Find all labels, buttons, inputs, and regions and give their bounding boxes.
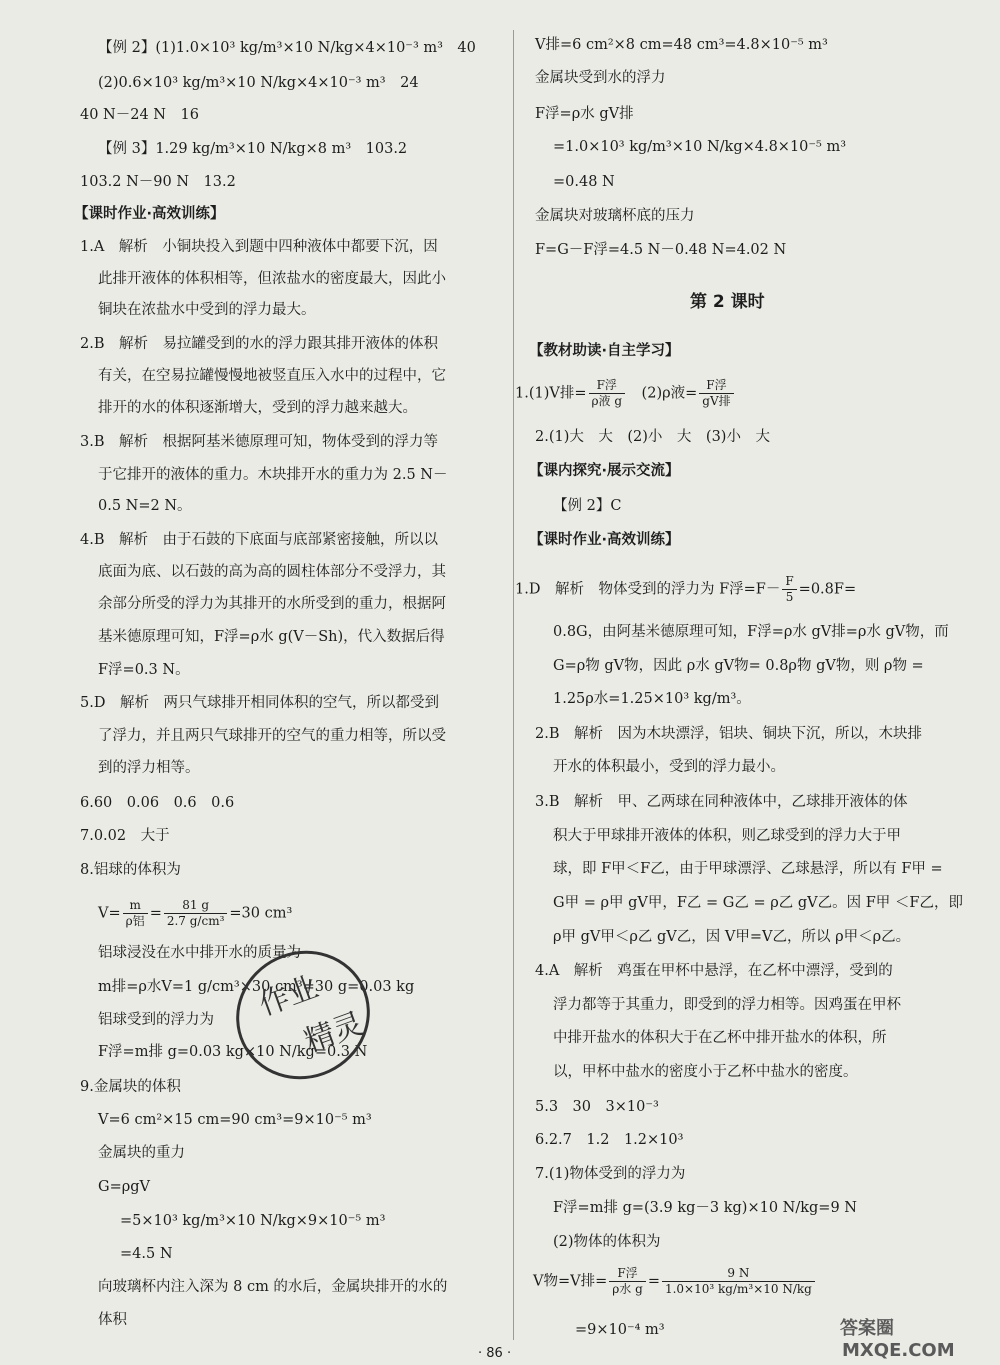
left-line: 于它排开的液体的重力。木块排开水的重力为 2.5 N－: [98, 467, 448, 483]
right-line: F=G－F浮=4.5 N－0.48 N=4.02 N: [535, 242, 787, 258]
right-line: G=ρ物 gV物，因此 ρ水 gV物= 0.8ρ物 gV物，则 ρ物 =: [553, 658, 924, 674]
left-line: 40 N－24 N 16: [80, 107, 199, 123]
left-line: =5×10³ kg/m³×10 N/kg×9×10⁻⁵ m³: [120, 1213, 386, 1229]
left-line: 5.D 解析 两只气球排开相同体积的空气，所以都受到: [80, 695, 439, 711]
right-line: 积大于甲球排开液体的体积，则乙球受到的浮力大于甲: [553, 828, 901, 844]
left-line: m排=ρ水V=1 g/cm³×30 cm³=30 g=0.03 kg: [98, 979, 415, 995]
left-line: (2)0.6×10³ kg/m³×10 N/kg×4×10⁻³ m³ 24: [98, 75, 419, 91]
left-line: 7.0.02 大于: [80, 828, 170, 844]
left-line: 了浮力，并且两只气球排开的空气的重力相等，所以受: [98, 728, 446, 744]
left-line: =4.5 N: [120, 1246, 173, 1262]
right-line: 6.2.7 1.2 1.2×10³: [535, 1132, 684, 1148]
question-1-line: 1.D 解析 物体受到的浮力为 F浮=F－ $\frac{F}{5}$ =0.8F=: [515, 574, 857, 604]
svg-text:MXQE.COM: MXQE.COM: [842, 1340, 955, 1361]
left-line: 4.B 解析 由于石鼓的下底面与底部紧密接触，所以以: [80, 532, 438, 548]
left-line: 3.B 解析 根据阿基米德原理可知，物体受到的浮力等: [80, 434, 438, 450]
right-line: 4.A 解析 鸡蛋在甲杯中悬浮，在乙杯中漂浮，受到的: [535, 963, 893, 979]
right-line: 2.B 解析 因为木块漂浮，铝块、铜块下沉，所以，木块排: [535, 726, 922, 742]
left-line: 6.60 0.06 0.6 0.6: [80, 795, 235, 811]
column-divider: [513, 30, 514, 1340]
right-line: 0.8G，由阿基米德原理可知，F浮=ρ水 gV排=ρ水 gV物，而: [553, 624, 949, 640]
left-line: 铜块在浓盐水中受到的浮力最大。: [98, 302, 316, 318]
right-line: (2)物体的体积为: [553, 1234, 661, 1250]
svg-text:精灵: 精灵: [299, 1006, 369, 1060]
left-line: 金属块的重力: [98, 1145, 185, 1161]
left-line: 到的浮力相等。: [98, 760, 200, 776]
right-line: 以，甲杯中盐水的密度小于乙杯中盐水的密度。: [553, 1064, 858, 1080]
right-line: 1.25ρ水=1.25×10³ kg/m³。: [553, 691, 751, 707]
left-line: 铝球浸没在水中排开水的质量为: [98, 945, 301, 961]
right-line: 开水的体积最小，受到的浮力最小。: [553, 759, 785, 775]
left-line: V=6 cm²×15 cm=90 cm³=9×10⁻⁵ m³: [98, 1112, 372, 1128]
right-line: V排=6 cm²×8 cm=48 cm³=4.8×10⁻⁵ m³: [535, 37, 828, 53]
right-line: 7.(1)物体受到的浮力为: [535, 1166, 686, 1182]
right-line: 浮力都等于其重力，即受到的浮力相等。因鸡蛋在甲杯: [553, 997, 901, 1013]
left-line: F浮=m排 g=0.03 kg×10 N/kg=0.3 N: [98, 1044, 368, 1060]
left-line: 【课时作业·高效训练】: [74, 206, 225, 222]
right-line: =1.0×10³ kg/m³×10 N/kg×4.8×10⁻⁵ m³: [553, 139, 847, 155]
right-line: 金属块对玻璃杯底的压力: [535, 208, 695, 224]
page-number: · 86 ·: [478, 1346, 512, 1361]
left-line: 向玻璃杯内注入深为 8 cm 的水后，金属块排开的水的: [98, 1279, 448, 1295]
left-line: F浮=0.3 N。: [98, 662, 190, 678]
right-line: F浮=ρ水 gV排: [535, 106, 634, 122]
formula-object-volume: V物=V排= $\frac{\text{F浮}}{\text{ρ水 g}}$ = $\frac{9 N}{\text{1.0×10³ kg/m³×10 N/kg}}$: [533, 1266, 817, 1297]
left-line: 103.2 N－90 N 13.2: [80, 174, 236, 190]
right-line: 【课时作业·高效训练】: [529, 532, 680, 548]
right-line: ρ甲 gV甲＜ρ乙 gV乙，因 V甲=V乙，所以 ρ甲＜ρ乙。: [553, 929, 911, 945]
right-line: 2.(1)大 大 (2)小 大 (3)小 大: [535, 429, 770, 445]
right-line: 球，即 F甲＜F乙，由于甲球漂浮、乙球悬浮，所以有 F甲 =: [553, 861, 943, 877]
left-line: 底面为底、以石鼓的高为高的圆柱体部分不受浮力，其: [98, 564, 446, 580]
right-line: G甲 = ρ甲 gV甲，F乙 = G乙 = ρ乙 gV乙。因 F甲 ＜F乙，即: [553, 895, 963, 911]
left-line: 0.5 N=2 N。: [98, 498, 192, 514]
right-line: 【例 2】C: [553, 498, 622, 514]
right-line: 【课内探究·展示交流】: [529, 463, 680, 479]
left-line: 9.金属块的体积: [80, 1079, 181, 1095]
right-line: 3.B 解析 甲、乙两球在同种液体中，乙球排开液体的体: [535, 794, 908, 810]
left-line: 有关，在空易拉罐慢慢地被竖直压入水中的过程中，它: [98, 368, 446, 384]
right-line: 金属块受到水的浮力: [535, 70, 666, 86]
right-line: 第 2 课时: [690, 292, 765, 312]
watermark-logo: [820, 1300, 990, 1362]
left-line: 1.A 解析 小铜块投入到题中四种液体中都要下沉，因: [80, 239, 438, 255]
right-line: 中排开盐水的体积大于在乙杯中排开盐水的体积，所: [553, 1030, 887, 1046]
left-line: 排开的水的体积逐渐增大，受到的浮力越来越大。: [98, 400, 417, 416]
left-line: 【例 2】(1)1.0×10³ kg/m³×10 N/kg×4×10⁻³ m³ 40: [98, 40, 476, 56]
svg-text:作业: 作业: [254, 969, 323, 1023]
formula-buoyancy: 1.(1)V排= $\frac{\text{F浮}}{\text{ρ液 g}}$ (2)ρ液= $\frac{\text{F浮}}{\text{gV排}}$: [515, 378, 736, 409]
left-line: G=ρgV: [98, 1179, 151, 1195]
left-line: 基米德原理可知，F浮=ρ水 g(V－Sh)，代入数据后得: [98, 629, 445, 645]
right-line: 5.3 30 3×10⁻³: [535, 1099, 659, 1115]
svg-text:答案圈: 答案圈: [840, 1318, 894, 1339]
right-line: 【教材助读·自主学习】: [529, 343, 680, 359]
left-line: 【例 3】1.29 kg/m³×10 N/kg×8 m³ 103.2: [98, 141, 408, 157]
left-line: 体积: [98, 1312, 127, 1328]
right-line: F浮=m排 g=(3.9 kg－3 kg)×10 N/kg=9 N: [553, 1200, 857, 1216]
left-line: 此排开液体的体积相等，但浓盐水的密度最大，因此小: [98, 271, 446, 287]
right-line: =9×10⁻⁴ m³: [575, 1322, 665, 1338]
left-line: 8.铝球的体积为: [80, 862, 181, 878]
right-line: =0.48 N: [553, 174, 615, 190]
left-line: 铝球受到的浮力为: [98, 1012, 214, 1028]
formula-volume: V= $\frac{m}{\text{ρ铝}}$ = $\frac{81 g}{\text{2.7 g/cm³}}$ =30 cm³: [98, 898, 293, 928]
left-line: 2.B 解析 易拉罐受到的水的浮力跟其排开液体的体积: [80, 336, 438, 352]
left-line: 余部分所受的浮力为其排开的水所受到的重力，根据阿: [98, 596, 446, 612]
